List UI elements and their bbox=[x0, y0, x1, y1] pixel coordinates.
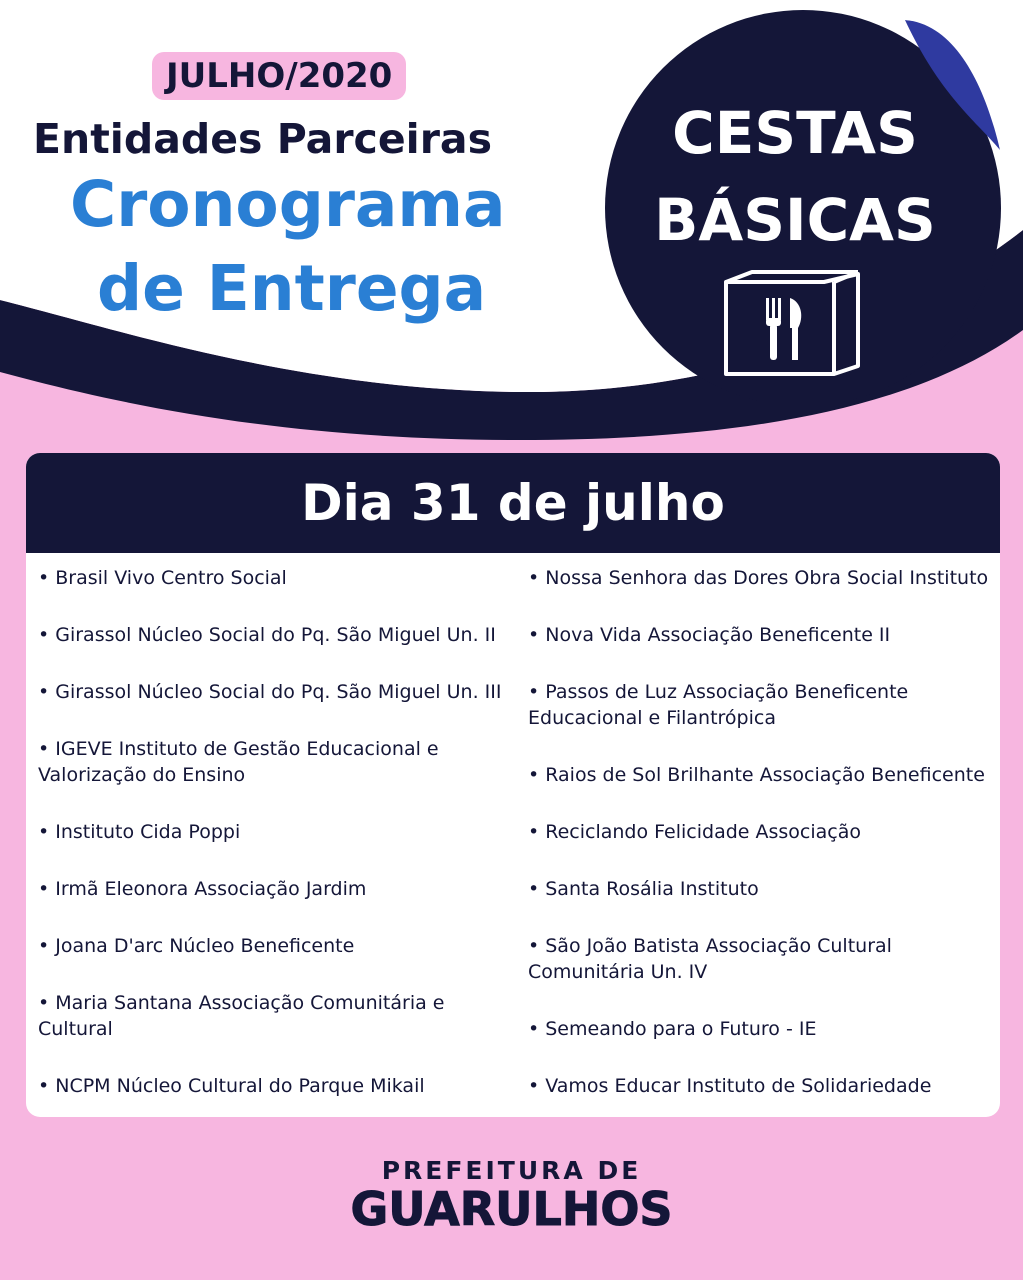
list-item: • Nova Vida Associação Beneficente II bbox=[528, 624, 891, 646]
list-item: • IGEVE Instituto de Gestão Educacional e Valorização do Ensino bbox=[38, 738, 439, 786]
list-item: • Maria Santana Associação Comunitária e Cultural bbox=[38, 992, 445, 1040]
list-item: • Passos de Luz Associação Beneficente Educacional e Filantrópica bbox=[528, 681, 909, 729]
list-item: • NCPM Núcleo Cultural do Parque Mikail bbox=[38, 1075, 425, 1097]
list-item: • Vamos Educar Instituto de Solidariedade bbox=[528, 1075, 932, 1097]
month-badge: JULHO/2020 bbox=[152, 52, 406, 100]
list-item: • Girassol Núcleo Social do Pq. São Miguel Un. III bbox=[38, 681, 502, 703]
list-item: • Nossa Senhora das Dores Obra Social Instituto bbox=[528, 567, 989, 589]
list-item: • Raios de Sol Brilhante Associação Beneficente bbox=[528, 764, 985, 786]
card-heading: Dia 31 de julho bbox=[26, 453, 1000, 553]
food-box-icon bbox=[712, 266, 872, 386]
list-item: • Joana D'arc Núcleo Beneficente bbox=[38, 935, 355, 957]
page-title: Entidades Parceiras bbox=[33, 115, 492, 163]
list-item: • Instituto Cida Poppi bbox=[38, 821, 241, 843]
page-subtitle-line2: de Entrega bbox=[97, 252, 487, 325]
list-item: • Reciclando Felicidade Associação bbox=[528, 821, 862, 843]
list-item: • Girassol Núcleo Social do Pq. São Miguel Un. II bbox=[38, 624, 496, 646]
badge-title-line1: CESTAS bbox=[672, 99, 918, 167]
footer-logo-top: PREFEITURA DE bbox=[381, 1156, 642, 1185]
list-item: • Semeando para o Futuro - IE bbox=[528, 1018, 817, 1040]
list-item: • Brasil Vivo Centro Social bbox=[38, 567, 287, 589]
list-item: • Irmã Eleonora Associação Jardim bbox=[38, 878, 367, 900]
list-item: • Santa Rosália Instituto bbox=[528, 878, 759, 900]
footer-logo-main: GUARULHOS bbox=[350, 1182, 673, 1236]
schedule-card bbox=[26, 453, 1000, 1117]
page-subtitle-line1: Cronograma bbox=[70, 168, 506, 241]
badge-title-line2: BÁSICAS bbox=[654, 186, 936, 254]
list-item: • São João Batista Associação Cultural Comunitária Un. IV bbox=[528, 935, 892, 983]
